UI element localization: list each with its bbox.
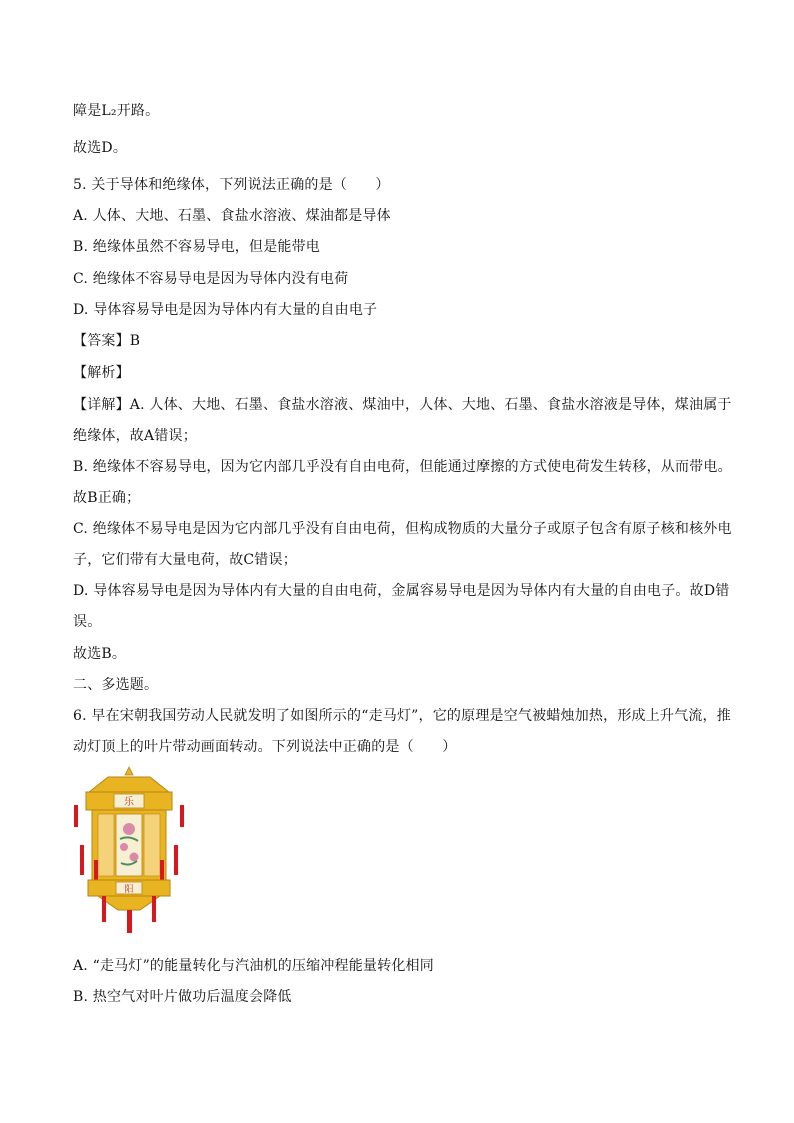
text-line-choose-b: 故选B。 [73, 646, 127, 662]
flower-decoration [123, 823, 135, 835]
lantern-roof [88, 777, 170, 793]
question-6-stem: 6. 早在宋朝我国劳动人民就发明了如图所示的“走马灯”，它的原理是空气被蜡烛加热，形成上升气流，推 [73, 708, 731, 724]
question-5-option-a: A. 人体、大地、石墨、食盐水溶液、煤油都是导体 [73, 208, 391, 224]
explanation-line: 子，它们带有大量电荷，故C错误； [73, 552, 297, 568]
question-6-option-a: A. “走马灯”的能量转化与汽油机的压缩冲程能量转化相同 [73, 958, 434, 974]
question-6-stem: 动灯顶上的叶片带动画面转动。下列说法中正确的是（ ） [73, 739, 457, 755]
lantern-top-character: 乐 [124, 797, 134, 808]
lantern-base [98, 896, 160, 910]
analysis-label: 【解析】 [73, 365, 130, 381]
answer-label: 【答案】B [73, 333, 141, 349]
explanation-line: C. 绝缘体不易导电是因为它内部几乎没有自由电荷，但构成物质的大量分子或原子包含有原子核和核外电 [73, 521, 732, 537]
lantern-image [68, 765, 190, 935]
explanation-line: 绝缘体，故A错误； [73, 428, 197, 444]
tassel [152, 896, 156, 922]
tassel [127, 910, 132, 933]
explanation-line: 误。 [73, 614, 102, 630]
question-5-stem: 5. 关于导体和绝缘体，下列说法正确的是（ ） [73, 177, 390, 193]
tassel [174, 845, 178, 875]
tassel [80, 845, 84, 875]
explanation-line: B. 绝缘体不容易导电，因为它内部几乎没有自由电荷，但能通过摩擦的方式使电荷发生转移，从而带电。 [73, 459, 732, 475]
question-5-option-b: B. 绝缘体虽然不容易导电，但是能带电 [73, 239, 320, 255]
tassel [102, 896, 106, 922]
section-heading-multiple-choice: 二、多选题。 [73, 677, 159, 693]
tassel [74, 805, 78, 827]
question-6-option-b: B. 热空气对叶片做功后温度会降低 [73, 989, 292, 1005]
tassel [180, 805, 184, 827]
question-5-option-c: C. 绝缘体不容易导电是因为导体内没有电荷 [73, 271, 349, 287]
question-5-option-d: D. 导体容易导电是因为导体内有大量的自由电子 [73, 302, 378, 318]
lantern-bottom-character: 阳 [124, 885, 134, 895]
text-line-choose-d: 故选D。 [73, 140, 128, 156]
lantern-finial [125, 767, 133, 775]
explanation-line: 【详解】A. 人体、大地、石墨、食盐水溶液、煤油中，人体、大地、石墨、食盐水溶液是导体，煤油属于 [73, 397, 732, 413]
explanation-line: 故B正确； [73, 490, 141, 506]
text-line-answer-continued: 障是L₂开路。 [73, 103, 160, 119]
explanation-line: D. 导体容易导电是因为导体内有大量的自由电荷，金属容易导电是因为导体内有大量的自由电子。故D错 [73, 583, 730, 599]
